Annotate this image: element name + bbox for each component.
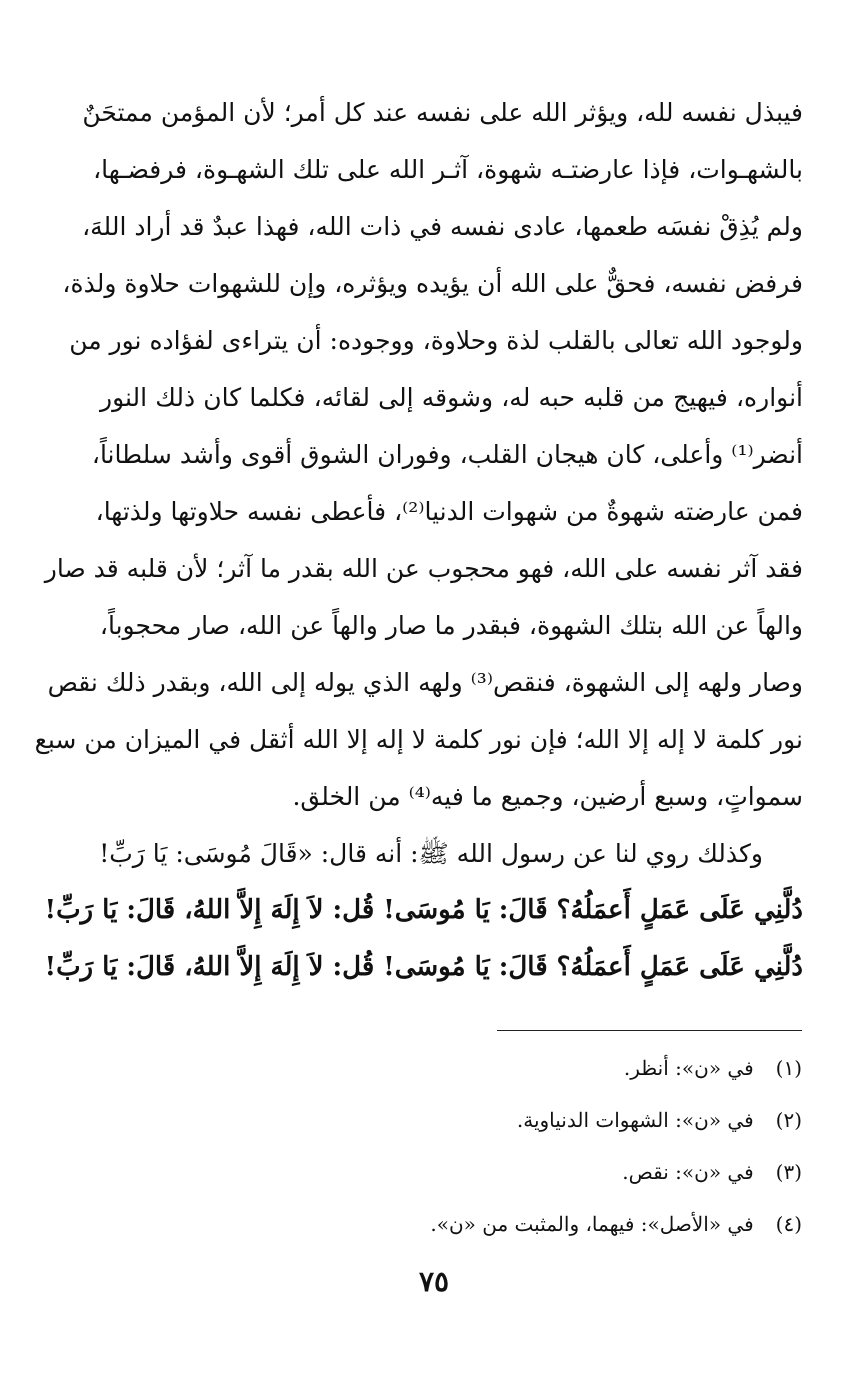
text-line: وصار ولهه إلى الشهوة، فنقص⁽³⁾ ولهه الذي يوله إلى الله، وبقدر ذلك نقص	[47, 668, 803, 697]
text-line: ولوجود الله تعالى بالقلب لذة وحلاوة، ووجوده: أن يتراءى لفؤاده نور من	[69, 326, 803, 355]
text-line: سمواتٍ، وسبع أرضين، وجميع ما فيه⁽⁴⁾ من الخلق.	[292, 782, 803, 811]
text-line: ولم يُذِقْ نفسَه طعمها، عادى نفسه في ذات الله، فهذا عبدٌ قد أراد اللهَ،	[82, 212, 803, 241]
footnote	[302, 1146, 802, 1198]
footnote-number: (١)	[775, 1056, 802, 1080]
text-line: فقد آثر نفسه على الله، فهو محجوب عن الله بقدر ما آثر؛ لأن قلبه قد صار	[44, 554, 803, 583]
footnote-text: في «ن»: الشهوات الدنياوية.	[516, 1108, 754, 1132]
footnote	[302, 1042, 802, 1094]
text-line: فرفض نفسه، فحقٌّ على الله أن يؤيده ويؤثره، وإن للشهوات حلاوة ولذة،	[62, 269, 803, 298]
footnote-text: في «ن»: أنظر.	[623, 1056, 754, 1080]
text-line: والهاً عن الله بتلك الشهوة، فبقدر ما صار والهاً عن الله، صار محجوباً،	[99, 611, 803, 640]
footnotes	[302, 1042, 802, 1250]
footnote-text: في «الأصل»: فيهما، والمثبت من «ن».	[430, 1212, 754, 1236]
footnote-number: (٤)	[775, 1212, 802, 1236]
footnote	[302, 1198, 802, 1250]
main-text	[34, 84, 803, 996]
text-line: فمن عارضته شهوةٌ من شهوات الدنيا⁽²⁾، فأعطى نفسه حلاوتها ولذتها،	[95, 497, 803, 526]
footnote-text: في «ن»: نقص.	[622, 1160, 754, 1184]
text-line: أنضر⁽¹⁾ وأعلى، كان هيجان القلب، وفوران الشوق أقوى وأشد سلطاناً،	[91, 440, 803, 469]
footnote-number: (٣)	[775, 1160, 802, 1184]
footnote-number: (٢)	[775, 1108, 802, 1132]
hadith-intro-line: وكذلك روي لنا عن رسول الله ﷺ: أنه قال: «قَالَ مُوسَى: يَا رَبِّ!	[99, 839, 763, 868]
footnote-separator	[497, 1030, 802, 1031]
text-line: بالشهـوات، فإذا عارضتـه شهوة، آثـر الله على تلك الشهـوة، فرفضـها،	[93, 155, 803, 184]
footnote	[302, 1094, 802, 1146]
page-number: ٧٥	[418, 1265, 450, 1298]
hadith-line: دُلَّنِي عَلَى عَمَلٍ أَعمَلُهُ؟ قَالَ: يَا مُوسَى! قُل: لاَ إِلَهَ إِلاَّ اللهُ، قَالَ: يَا رَبِّ!	[44, 952, 803, 982]
text-line: فيبذل نفسه لله، ويؤثر الله على نفسه عند كل أمر؛ لأن المؤمن ممتحَنٌ	[82, 98, 803, 127]
text-line: نور كلمة لا إله إلا الله؛ فإن نور كلمة لا إله إلا الله أثقل في الميزان من سبع	[34, 725, 803, 754]
text-line: أنواره، فيهيج من قلبه حبه له، وشوقه إلى لقائه، فكلما كان ذلك النور	[100, 383, 803, 412]
hadith-line: دُلَّنِي عَلَى عَمَلٍ أَعمَلُهُ؟ قَالَ: يَا مُوسَى! قُل: لاَ إِلَهَ إِلاَّ اللهُ، قَالَ: يَا رَبِّ!	[44, 895, 803, 925]
